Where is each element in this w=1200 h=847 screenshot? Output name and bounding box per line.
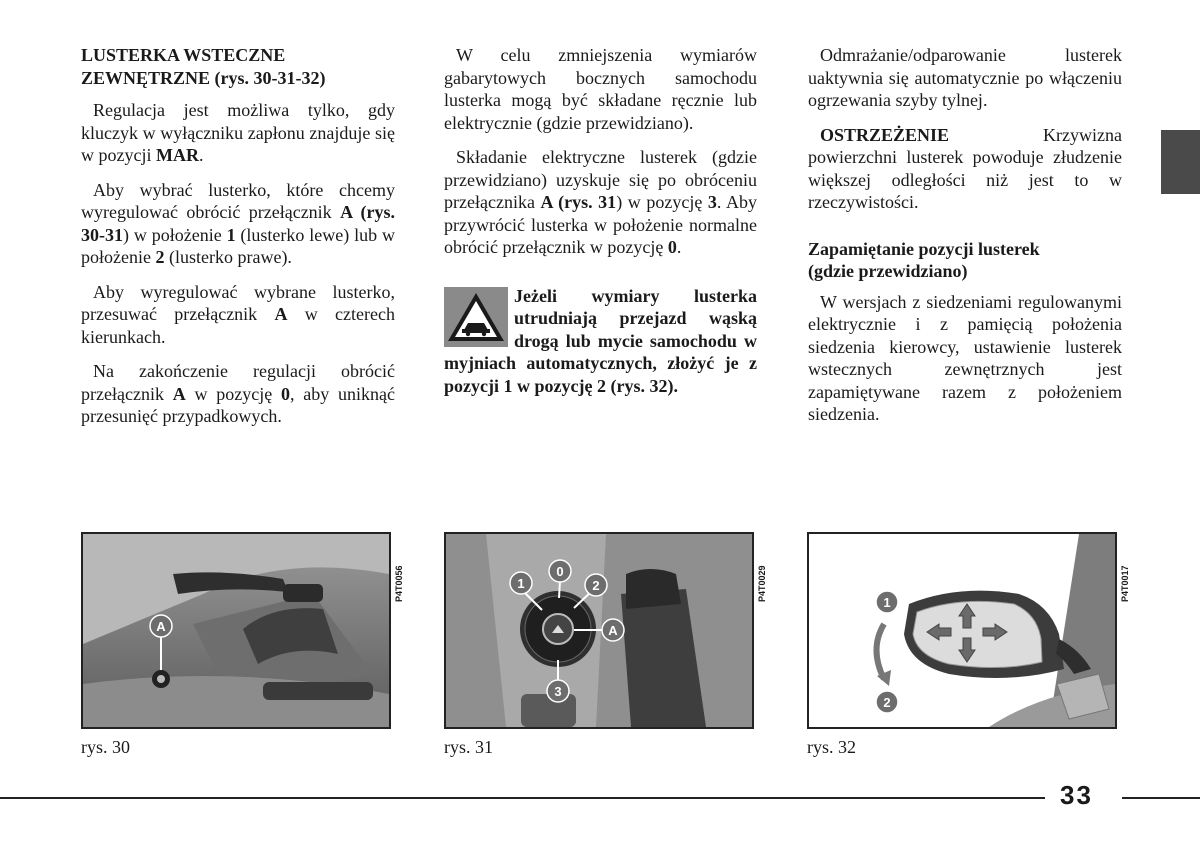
paragraph-select-mirror: Aby wybrać lusterko, które chcemy wyregulować obrócić przełącznik A (rys. 30-31) w położenie 1 (lusterko lewe) lub w położenie 2 (lusterko prawe).: [81, 179, 395, 267]
paragraph-folding: W celu zmniejszenia wymiarów gabarytowych bocznych samochodu lusterka mogą być składane ręcznie lub elektrycznie (gdzie przewidziano).: [444, 45, 757, 133]
chapter-tab: [1161, 130, 1200, 194]
figure-30-image: [81, 532, 391, 729]
column-middle: [444, 44, 757, 397]
figure-31-caption: rys. 31: [444, 737, 493, 757]
figure-31-label-0: 0: [556, 564, 564, 579]
paragraph-end-adjust: Na zakończenie regulacji obrócić przełącznik A w pozycję 0, aby uniknąć przesunięć przypadkowych.: [81, 361, 396, 426]
figure-31-code: P4T0029: [757, 565, 767, 602]
column-right: [808, 44, 1122, 438]
figure-32-code: P4T0017: [1120, 565, 1130, 602]
warning-car-icon: [444, 287, 508, 347]
paragraph-warning: OSTRZEŻENIE Krzywizna powierzchni lusterek powoduje złudzenie większej odległości niż jest to w rzeczywistości.: [808, 124, 1122, 212]
figure-31-label-2: 2: [592, 578, 600, 593]
section-heading: LUSTERKA WSTECZNE ZEWNĘTRZNE (rys. 30-31-32): [81, 45, 326, 88]
footer-rule-left: [0, 797, 1045, 799]
paragraph-electric-folding: Składanie elektryczne lusterek (gdzie przewidziano) uzyskuje się po obróceniu przełącznika A (rys. 31) w pozycję 3. Aby przywrócić lusterka w położenie normalne obrócić przełącznik w pozycję 0.: [444, 147, 757, 257]
subsection-heading: Zapamiętanie pozycji lusterek (gdzie przewidziano): [808, 238, 1040, 281]
figure-32-image: [807, 532, 1117, 729]
figure-31-label-a: A: [608, 623, 618, 638]
paragraph-ignition: Regulacja jest możliwa tylko, gdy kluczyk w wyłączniku zapłonu znajduje się w pozycji MAR.: [81, 100, 395, 165]
warning-box: Jeżeli wymiary lusterka utrudniają przejazd wąską drogą lub mycie samochodu w myjniach automatycznych, złożyć je z pozycji 1 w pozycję 2 (rys. 32).: [444, 285, 757, 396]
figure-30-code: P4T0056: [394, 565, 404, 602]
figure-31-image: [444, 532, 754, 729]
figure-31-label-3: 3: [554, 684, 562, 699]
footer-rule-right: [1122, 797, 1200, 799]
figure-30-caption: rys. 30: [81, 737, 130, 757]
paragraph-defrost: Odmrażanie/odparowanie lusterek uaktywnia się automatycznie po włączeniu ogrzewania szyby tylnej.: [808, 45, 1122, 110]
figure-31-label-1: 1: [517, 576, 525, 591]
figure-32-caption: rys. 32: [807, 737, 856, 757]
column-left: [81, 44, 395, 440]
figure-32-label-1: 1: [883, 595, 891, 610]
paragraph-memory: W wersjach z siedzeniami regulowanymi elektrycznie i z pamięcią położenia siedzenia kierowcy, ustawienie lusterek wstecznych zewnętrznych jest zapamiętywane razem z położeniem siedzenia.: [808, 291, 1122, 424]
paragraph-adjust-mirror: Aby wyregulować wybrane lusterko, przesuwać przełącznik A w czterech kierunkach.: [81, 281, 395, 347]
figure-32-label-2: 2: [883, 695, 891, 710]
page-number: 33: [1060, 780, 1093, 810]
figure-30-label-a: A: [156, 619, 166, 634]
